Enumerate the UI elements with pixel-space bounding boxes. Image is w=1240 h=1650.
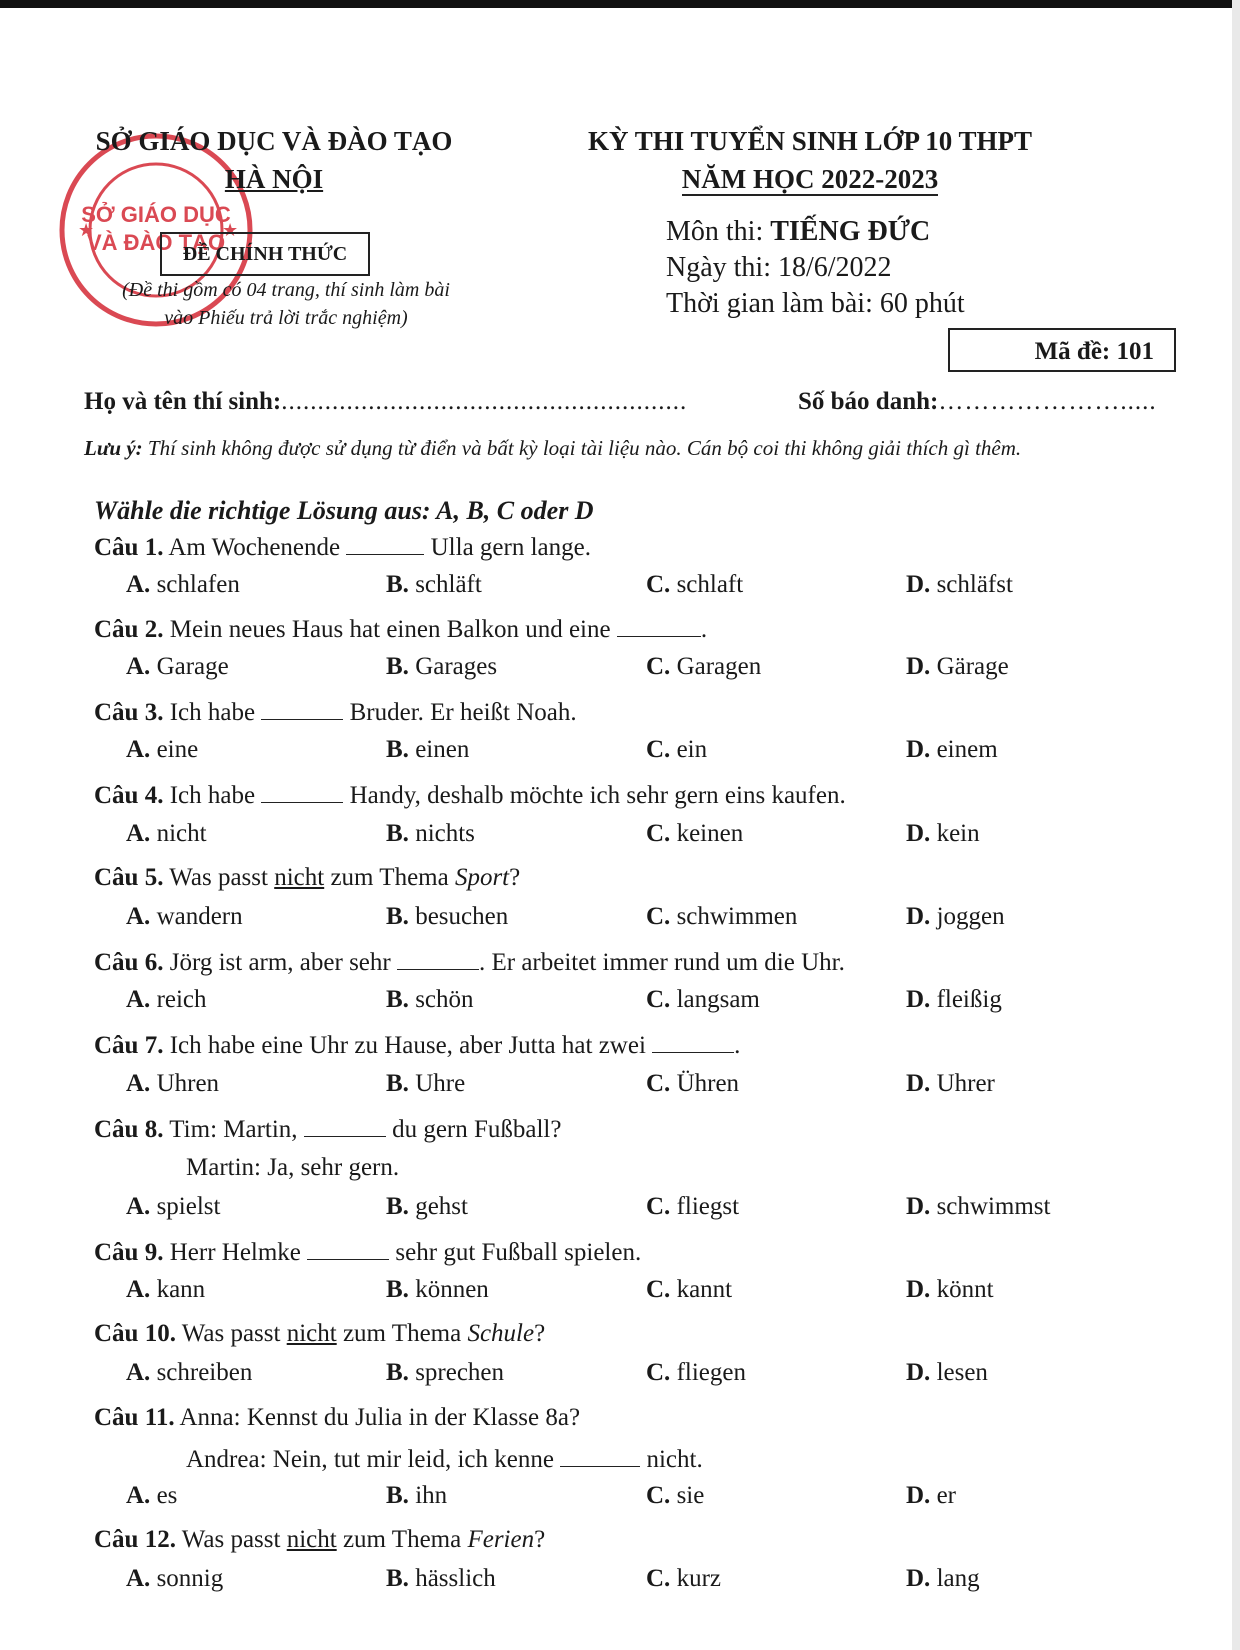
option-c [646, 653, 761, 681]
option-text: er [930, 1482, 956, 1509]
option-letter: A. [126, 653, 151, 680]
option-d [906, 986, 1002, 1014]
candidate-id-label: Số báo danh: [798, 388, 939, 415]
option-a [126, 1482, 177, 1510]
option-letter: C. [646, 736, 671, 763]
option-b [386, 1359, 504, 1387]
option-text: nicht [150, 820, 207, 847]
date-value: 18/6/2022 [778, 252, 892, 283]
option-text: schlaft [670, 571, 744, 598]
option-letter: D. [906, 571, 931, 598]
question-number: Câu 9. [94, 1239, 164, 1266]
question-6 [94, 947, 845, 977]
option-letter: B. [386, 986, 409, 1013]
question-text: Mein neues Haus hat einen Balkon und eine [169, 616, 611, 643]
option-text: Gärage [930, 653, 1009, 680]
question-text: Handy, deshalb möchte ich sehr gern eins kaufen. [343, 782, 846, 809]
exam-meta [666, 214, 965, 322]
question-number: Câu 4. [94, 782, 164, 809]
option-text: schwimmen [670, 903, 798, 930]
question-text: Ich habe eine Uhr zu Hause, aber Jutta hat zwei [169, 1032, 646, 1059]
option-text: einen [408, 736, 470, 763]
question-5 [94, 864, 520, 892]
option-letter: C. [646, 1070, 671, 1097]
answer-blank [617, 614, 701, 637]
caution-note [84, 436, 1164, 461]
option-text: lesen [930, 1359, 988, 1386]
question-text: zum Thema [324, 864, 455, 891]
question-text: Tim: Martin, [169, 1116, 298, 1143]
question-emphasis: nicht [286, 1320, 337, 1347]
option-text: schreiben [150, 1359, 253, 1386]
option-text: fleißig [930, 986, 1002, 1013]
option-text: spielst [150, 1193, 221, 1220]
question-number: Câu 8. [94, 1116, 164, 1143]
department-line-1: SỞ GIÁO DỤC VÀ ĐÀO TẠO [95, 126, 453, 156]
option-letter: D. [906, 1276, 931, 1303]
option-text: fliegst [670, 1193, 740, 1220]
option-text: schön [408, 986, 474, 1013]
option-c [646, 1276, 732, 1304]
question-emphasis: nicht [286, 1526, 337, 1553]
option-text: langsam [670, 986, 760, 1013]
option-c [646, 1070, 739, 1098]
question-2 [94, 614, 707, 644]
option-a [126, 820, 207, 848]
date-label: Ngày thi: [666, 252, 771, 283]
option-letter: D. [906, 1359, 931, 1386]
answer-blank [261, 697, 343, 720]
option-b [386, 571, 482, 599]
option-text: joggen [930, 903, 1005, 930]
option-d [906, 1070, 995, 1098]
option-letter: B. [386, 1482, 409, 1509]
subject-value: TIẾNG ĐỨC [770, 216, 931, 247]
question-text: zum Thema [336, 1526, 468, 1553]
question-10 [94, 1320, 545, 1348]
option-letter: A. [126, 1070, 151, 1097]
option-letter: A. [126, 903, 151, 930]
option-letter: A. [126, 1359, 151, 1386]
option-letter: B. [386, 1565, 409, 1592]
option-text: hässlich [408, 1565, 496, 1592]
option-text: können [408, 1276, 489, 1303]
option-c [646, 1359, 746, 1387]
exam-code: Mã đề: 101 [1034, 338, 1154, 365]
question-3 [94, 697, 577, 727]
option-text: einem [930, 736, 998, 763]
answer-blank [304, 1114, 386, 1137]
option-text: schlafen [150, 571, 240, 598]
duration-label: Thời gian làm bài: [666, 288, 873, 319]
option-d [906, 1193, 1050, 1221]
question-text: ? [509, 864, 521, 891]
option-d [906, 1276, 994, 1304]
option-letter: C. [646, 1193, 671, 1220]
option-letter: D. [906, 1565, 931, 1592]
option-a [126, 1565, 223, 1593]
option-text: kannt [670, 1276, 733, 1303]
option-d [906, 820, 980, 848]
question-8 [94, 1114, 561, 1144]
option-d [906, 571, 1013, 599]
instruction: Wähle die richtige Lösung aus: A, B, C oder D [94, 496, 594, 525]
exam-code-box [948, 328, 1176, 372]
option-letter: B. [386, 571, 409, 598]
exam-title: KỲ THI TUYỂN SINH LỚP 10 THPT [587, 126, 1033, 156]
option-d [906, 1482, 956, 1510]
question-text: Was passt [181, 1526, 287, 1553]
option-text: schläft [408, 571, 482, 598]
option-text: fliegen [670, 1359, 746, 1386]
option-text: könnt [930, 1276, 994, 1303]
option-letter: B. [386, 820, 409, 847]
option-letter: D. [906, 986, 931, 1013]
question-text: . Er arbeitet immer rund um die Uhr. [478, 949, 845, 976]
option-letter: B. [386, 1276, 409, 1303]
question-text: . [700, 616, 708, 643]
svg-text:SỞ GIÁO DỤC: SỞ GIÁO DỤC [81, 202, 231, 227]
official-label: ĐỀ CHÍNH THỨC [182, 243, 348, 265]
option-letter: A. [126, 736, 151, 763]
question-text: sehr gut Fußball spielen. [389, 1239, 642, 1266]
option-letter: C. [646, 1565, 671, 1592]
option-text: ein [670, 736, 708, 763]
option-letter: A. [126, 820, 151, 847]
option-letter: B. [386, 903, 409, 930]
option-text: Ühren [670, 1070, 740, 1097]
option-a [126, 1193, 220, 1221]
question-emphasis: nicht [274, 864, 325, 891]
option-letter: C. [646, 986, 671, 1013]
option-letter: B. [386, 1359, 409, 1386]
option-text: sie [670, 1482, 705, 1509]
question-text: Was passt [169, 864, 275, 891]
option-letter: D. [906, 1070, 931, 1097]
question-8-subline [186, 1154, 399, 1182]
option-c [646, 903, 797, 931]
question-text: Ich habe [169, 782, 256, 809]
option-a [126, 653, 229, 681]
question-text: du gern Fußball? [385, 1116, 562, 1143]
svg-text:★: ★ [78, 220, 95, 240]
option-b [386, 903, 508, 931]
option-text: gehst [408, 1193, 468, 1220]
option-a [126, 736, 198, 764]
option-letter: A. [126, 1482, 151, 1509]
option-b [386, 1565, 496, 1593]
option-c [646, 1482, 704, 1510]
option-a [126, 1359, 252, 1387]
question-number: Câu 2. [94, 616, 164, 643]
option-b [386, 1276, 489, 1304]
option-d [906, 1359, 988, 1387]
option-text: schwimmst [930, 1193, 1051, 1220]
option-b [386, 1193, 468, 1221]
option-text: sprechen [408, 1359, 505, 1386]
answer-blank [261, 780, 343, 803]
question-text: Am Wochenende [168, 534, 341, 561]
question-number: Câu 5. [94, 864, 164, 891]
question-number: Câu 6. [94, 949, 164, 976]
option-text: Garage [150, 653, 229, 680]
svg-text:★: ★ [222, 220, 239, 240]
option-text: sonnig [150, 1565, 224, 1592]
question-9 [94, 1237, 641, 1267]
option-letter: C. [646, 903, 671, 930]
option-letter: C. [646, 820, 671, 847]
question-text: Was passt [181, 1320, 287, 1347]
option-letter: C. [646, 1276, 671, 1303]
question-text: nicht. [640, 1446, 703, 1473]
option-letter: C. [646, 1482, 671, 1509]
option-c [646, 1565, 721, 1593]
caution-label: Lưu ý: [84, 436, 143, 460]
option-b [386, 1070, 465, 1098]
option-a [126, 571, 240, 599]
option-text: Uhre [408, 1070, 466, 1097]
option-c [646, 571, 743, 599]
question-text: Ich habe [169, 699, 256, 726]
option-letter: D. [906, 820, 931, 847]
candidate-name-label: Họ và tên thí sinh: [84, 388, 282, 415]
question-text: Ulla gern lange. [424, 534, 591, 561]
question-number: Câu 12. [94, 1526, 176, 1553]
candidate-id-dots: …………………..... [938, 388, 1157, 415]
candidate-id-field [798, 388, 1157, 416]
option-letter: D. [906, 1193, 931, 1220]
question-4 [94, 780, 846, 810]
option-text: Garagen [670, 653, 762, 680]
answer-blank [397, 947, 479, 970]
option-a [126, 903, 243, 931]
option-letter: A. [126, 1565, 151, 1592]
option-text: schläfst [930, 571, 1013, 598]
option-text: ihn [408, 1482, 448, 1509]
department-header [84, 122, 464, 198]
option-text: besuchen [408, 903, 509, 930]
question-text: ? [534, 1320, 546, 1347]
official-label-box [160, 232, 370, 276]
note-line-1: (Đề thi gồm có 04 trang, thí sinh làm bài [122, 279, 450, 301]
question-topic: Sport [454, 864, 510, 891]
question-number: Câu 1. [94, 534, 164, 561]
exam-header [560, 122, 1060, 198]
option-letter: D. [906, 653, 931, 680]
option-letter: D. [906, 1482, 931, 1509]
answer-blank [560, 1444, 640, 1467]
question-topic: Schule [467, 1320, 535, 1347]
option-text: wandern [150, 903, 243, 930]
question-1 [94, 532, 591, 562]
answer-blank [346, 532, 424, 555]
option-c [646, 820, 743, 848]
option-letter: B. [386, 653, 409, 680]
question-11-subline [186, 1444, 703, 1474]
option-a [126, 1070, 219, 1098]
question-number: Câu 10. [94, 1320, 176, 1347]
option-letter: D. [906, 736, 931, 763]
school-year: NĂM HỌC 2022-2023 [681, 164, 939, 194]
option-text: es [150, 1482, 178, 1509]
option-text: kein [930, 820, 980, 847]
option-d [906, 903, 1005, 931]
option-text: Uhren [150, 1070, 220, 1097]
duration-value: 60 phút [879, 288, 965, 319]
department-line-2: HÀ NỘI [224, 164, 324, 194]
candidate-name-dots: ........................................................ [281, 388, 688, 415]
option-b [386, 820, 475, 848]
option-text: keinen [670, 820, 744, 847]
option-text: Garages [408, 653, 498, 680]
question-number: Câu 7. [94, 1032, 164, 1059]
option-text: kurz [670, 1565, 721, 1592]
option-letter: C. [646, 1359, 671, 1386]
option-b [386, 986, 474, 1014]
candidate-name-field [84, 388, 687, 416]
option-a [126, 986, 207, 1014]
caution-text: Thí sinh không được sử dụng từ điển và bất kỳ loại tài liệu nào. Cán bộ coi thi không giải thích gì thêm. [147, 436, 1022, 460]
option-text: reich [150, 986, 207, 1013]
option-b [386, 653, 497, 681]
option-letter: A. [126, 1276, 151, 1303]
question-text: ? [534, 1526, 546, 1553]
option-letter: D. [906, 903, 931, 930]
question-text: Herr Helmke [169, 1239, 301, 1266]
option-letter: B. [386, 1193, 409, 1220]
question-number: Câu 11. [94, 1404, 175, 1431]
question-12 [94, 1526, 545, 1554]
question-text: Bruder. Er heißt Noah. [343, 699, 577, 726]
option-d [906, 1565, 980, 1593]
option-text: Uhrer [930, 1070, 995, 1097]
question-text: zum Thema [336, 1320, 468, 1347]
option-c [646, 1193, 739, 1221]
option-letter: C. [646, 653, 671, 680]
option-c [646, 986, 760, 1014]
option-letter: A. [126, 986, 151, 1013]
question-text: Anna: Kennst du Julia in der Klasse 8a? [179, 1404, 581, 1431]
option-letter: A. [126, 571, 151, 598]
option-d [906, 736, 998, 764]
option-letter: C. [646, 571, 671, 598]
option-text: kann [150, 1276, 206, 1303]
note-line-2: vào Phiếu trả lời trắc nghiệm) [164, 307, 408, 329]
answer-blank [652, 1030, 734, 1053]
option-text: lang [930, 1565, 980, 1592]
option-c [646, 736, 707, 764]
option-text: eine [150, 736, 199, 763]
question-text: Andrea: Nein, tut mir leid, ich kenne [186, 1446, 561, 1473]
question-11 [94, 1404, 580, 1432]
option-b [386, 1482, 447, 1510]
option-d [906, 653, 1009, 681]
option-letter: B. [386, 1070, 409, 1097]
option-a [126, 1276, 205, 1304]
question-text: Martin: Ja, sehr gern. [186, 1154, 400, 1181]
question-7 [94, 1030, 740, 1060]
option-b [386, 736, 469, 764]
option-letter: B. [386, 736, 409, 763]
subject-label: Môn thi: [666, 216, 764, 247]
svg-text:VÀ ĐÀO TẠO: VÀ ĐÀO TẠO [86, 230, 226, 255]
question-topic: Ferien [467, 1526, 535, 1553]
option-text: nichts [408, 820, 475, 847]
question-number: Câu 3. [94, 699, 164, 726]
option-letter: A. [126, 1193, 151, 1220]
answer-blank [307, 1237, 389, 1260]
question-text: Jörg ist arm, aber sehr [169, 949, 391, 976]
question-text: . [734, 1032, 741, 1059]
page-count-note [76, 276, 496, 332]
